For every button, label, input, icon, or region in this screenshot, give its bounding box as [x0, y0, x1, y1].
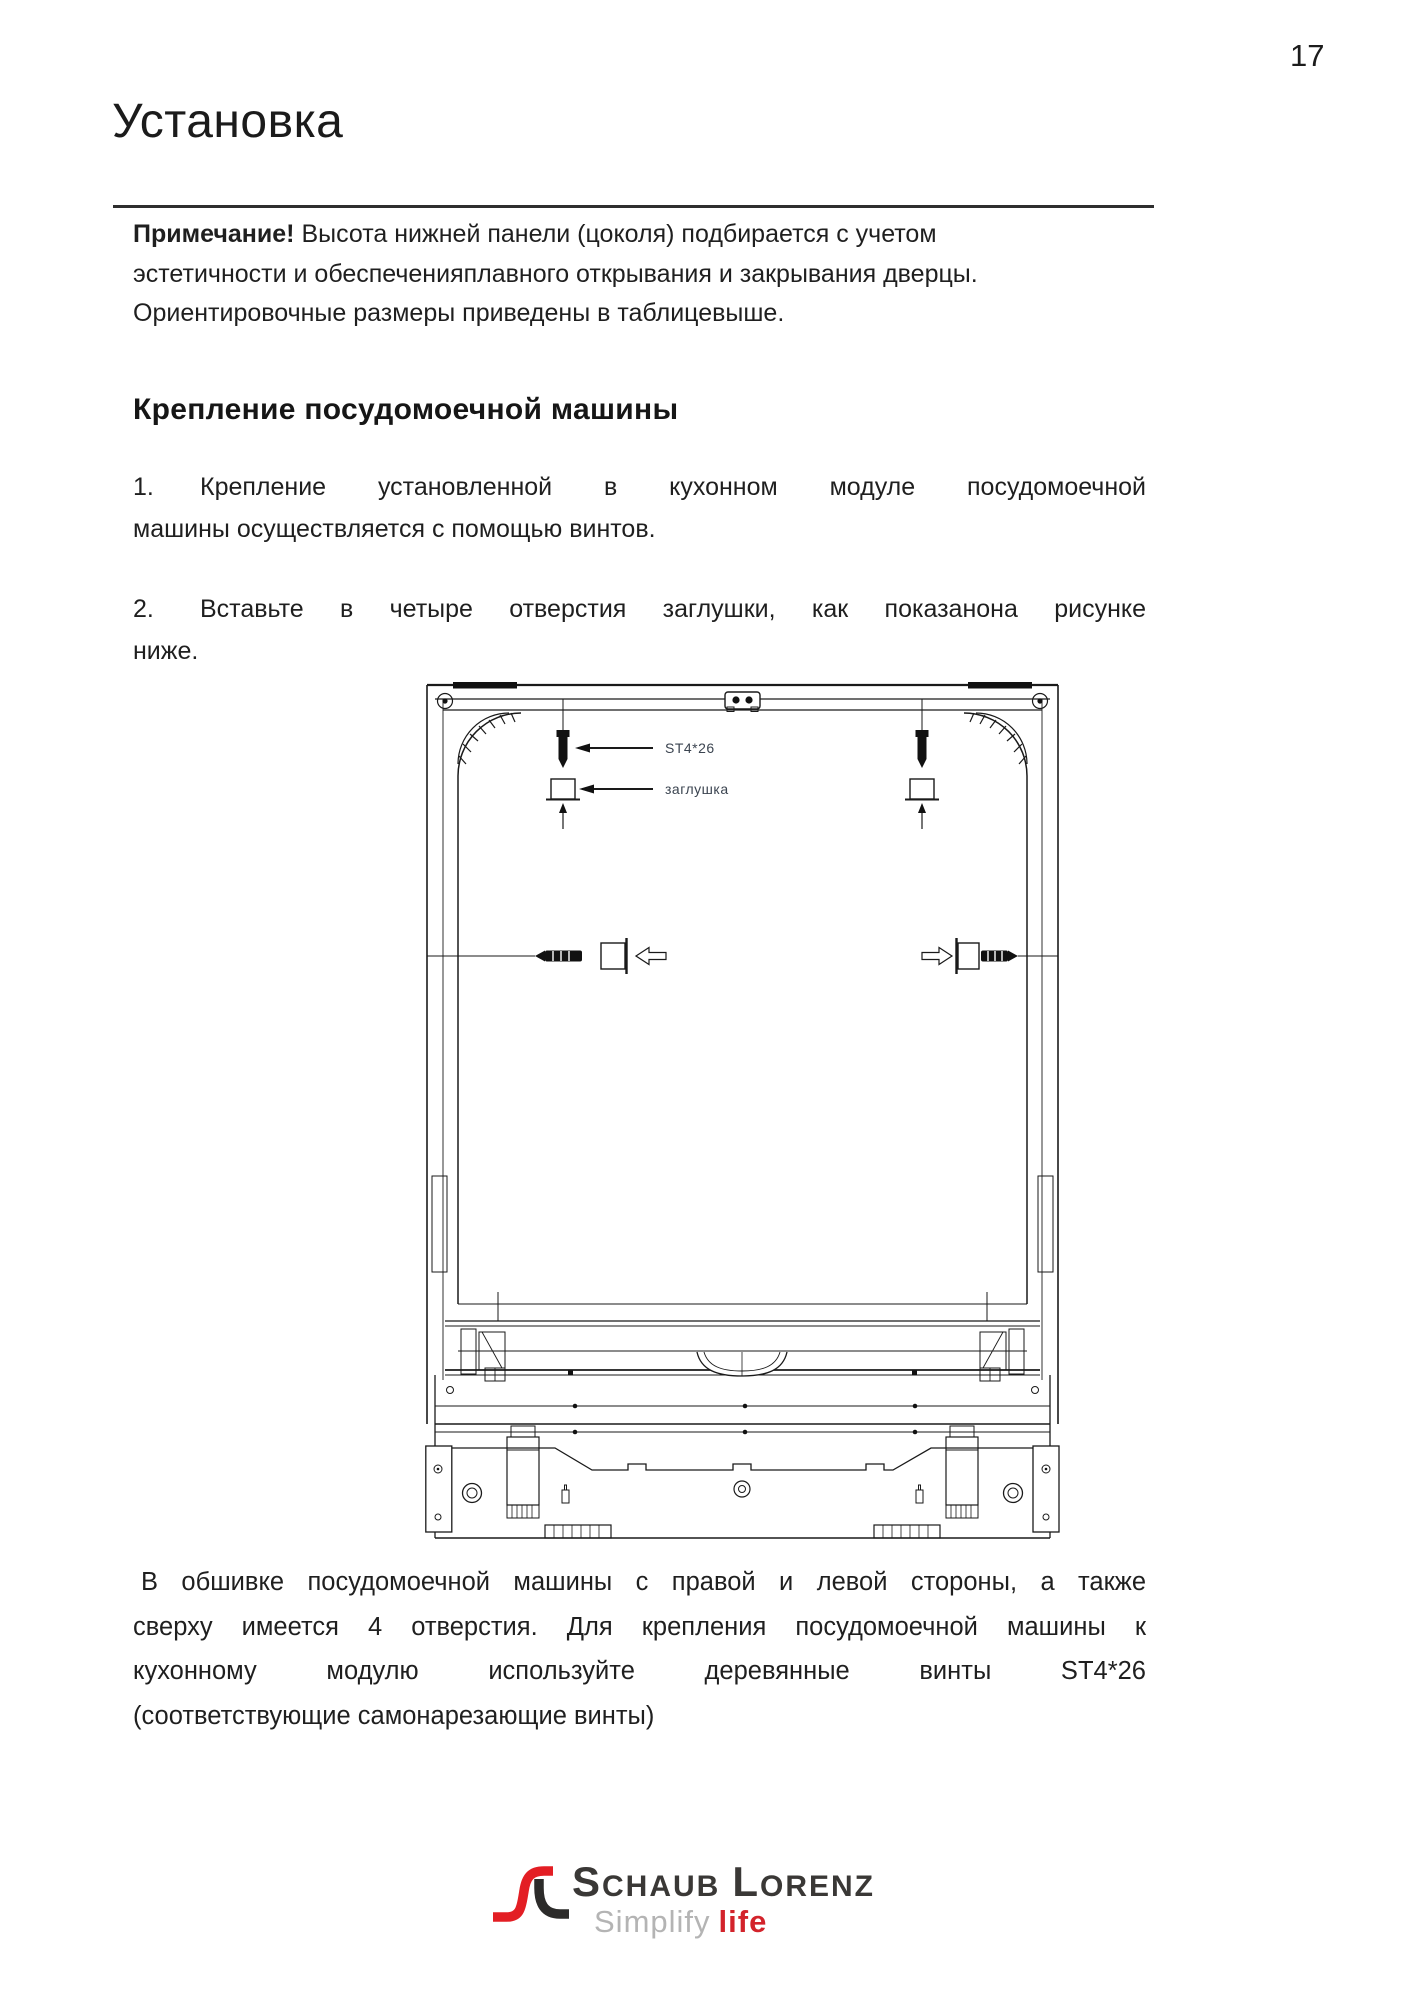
installation-diagram	[425, 680, 1060, 1540]
screw-icon-top-left	[557, 699, 570, 768]
callout-screw	[575, 744, 653, 753]
cabinet-outline	[427, 682, 1058, 1424]
side-fixing-right	[922, 938, 1058, 974]
tub-corner-right	[964, 713, 1027, 776]
note-line-1-text: Высота нижней панели (цоколя) подбирается с учетом	[301, 220, 937, 248]
list-item-2-line-1	[133, 588, 1146, 630]
closing-line-3: кухонному модулю используйте деревянные винты ST4*26	[133, 1657, 1146, 1685]
closing-paragraph	[133, 1560, 1146, 1738]
tagline-life: life	[718, 1904, 768, 1939]
list-item-1-number: 1.	[133, 473, 154, 501]
page-number: 17	[1290, 38, 1325, 73]
screw-icon-top-right	[916, 699, 929, 768]
note-paragraph	[133, 215, 1146, 334]
callout-cap	[579, 785, 653, 794]
schaub-lorenz-icon	[492, 1864, 570, 1926]
closing-line-4: (соответствующие самонарезающие винты)	[133, 1701, 655, 1730]
tub-corner-left	[458, 713, 521, 776]
note-label: Примечание!	[133, 220, 295, 248]
list-item-1-text: Крепление установленной в кухонном модуле посудомоечной	[200, 473, 1146, 501]
kick-assembly	[426, 1426, 1059, 1538]
note-line-2: эстетичности и обеспеченияплавного открывания и закрывания дверцы.	[133, 259, 978, 288]
list-item-2-number: 2.	[133, 595, 154, 623]
page-title: Установка	[112, 95, 344, 148]
brand-logo	[492, 1860, 952, 1955]
brand-tagline	[594, 1904, 767, 1940]
side-fixing-left	[427, 938, 666, 974]
closing-line-2: сверху имеется 4 отверстия. Для крепления посудомоечной машины к	[133, 1612, 1146, 1641]
closing-line-1: В обшивке посудомоечной машины с правой и левой стороны, а также	[141, 1568, 1146, 1596]
tagline-simplify: Simplify	[594, 1904, 711, 1939]
list-item-2-text: Вставьте в четыре отверстия заглушки, как показанона рисунке	[200, 595, 1146, 623]
section-heading: Крепление посудомоечной машины	[133, 393, 679, 426]
list-item-2-line-2: ниже.	[133, 637, 199, 665]
title-rule	[113, 205, 1154, 208]
cap-icon-top-right	[905, 779, 939, 829]
list-item-1-line-2: машины осуществляется с помощью винтов.	[133, 515, 656, 543]
top-bracket	[725, 692, 760, 712]
cap-icon-top-left	[546, 779, 580, 829]
door-bottom-assembly	[432, 1176, 1053, 1381]
list-item-1	[133, 466, 1146, 550]
brand-word-lorenz: LORENZ	[732, 1858, 875, 1905]
note-line-3: Ориентировочные размеры приведены в таблицевыше.	[133, 299, 785, 327]
figure-label-screw: ST4*26	[665, 740, 715, 756]
list-item-1-line-1	[133, 466, 1146, 508]
figure-label-cap: заглушка	[665, 781, 729, 797]
brand-word-schaub: SCHAUB	[572, 1858, 721, 1905]
list-item-2	[133, 588, 1146, 672]
brand-name	[572, 1860, 875, 1909]
note-line-1	[133, 215, 1146, 255]
